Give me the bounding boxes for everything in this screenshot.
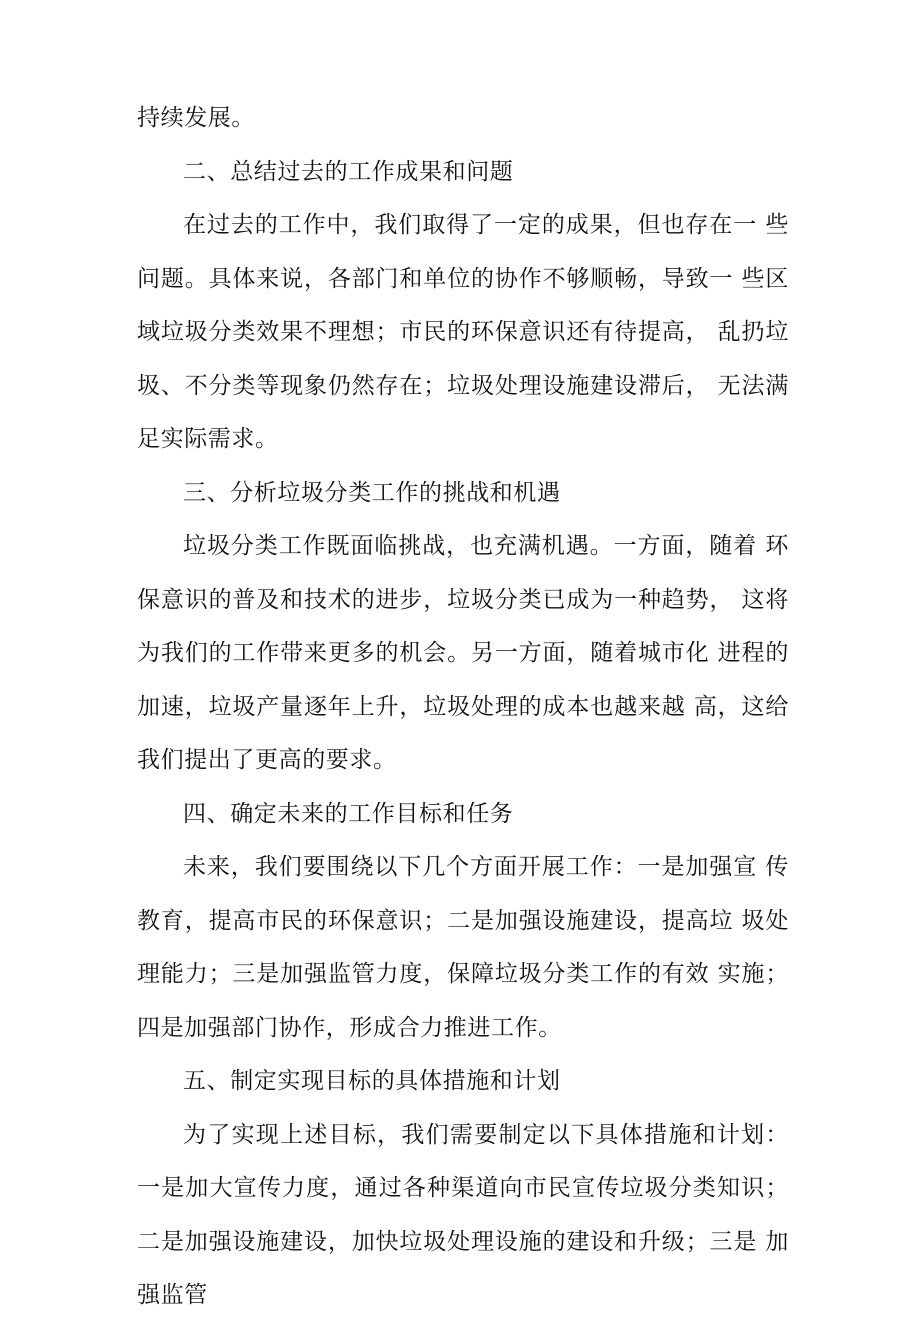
section-heading-5: 五、制定实现目标的具体措施和计划: [183, 1068, 561, 1094]
section-heading-3: 三、分析垃圾分类工作的挑战和机遇: [183, 479, 561, 506]
paragraph-section-3: 垃圾分类工作既面临挑战，也充满机遇。一方面，随着 环保意识的普及和技术的进步，垃圾分类已成为一种趋势， 这将为我们的工作带来更多的机会。另一方面，随着城市化 进程的加速，垃圾产量逐年上升，垃圾处理的成本也越来越 高，这给我们提出了更高的要求。: [137, 533, 789, 773]
paragraph-continuation: 持续发展。: [137, 105, 255, 131]
document-body: [137, 92, 789, 1323]
section-heading-2: 二、总结过去的工作成果和问题: [183, 158, 514, 185]
paragraph-section-2: 在过去的工作中，我们取得了一定的成果，但也存在一 些问题。具体来说，各部门和单位的协作不够顺畅，导致一 些区域垃圾分类效果不理想；市民的环保意识还有待提高， 乱扔垃圾、不分类等现象仍然存在；垃圾处理设施建设滞后， 无法满足实际需求。: [137, 212, 789, 452]
paragraph-section-4: 未来，我们要围绕以下几个方面开展工作：一是加强宣 传教育，提高市民的环保意识；二是加强设施建设，提高垃 圾处理能力；三是加强监管力度，保障垃圾分类工作的有效 实施；四是加强部门协作，形成合力推进工作。: [137, 854, 789, 1041]
paragraph-section-5: 为了实现上述目标，我们需要制定以下具体措施和计划：一是加大宣传力度，通过各种渠道向市民宣传垃圾分类知识；二是加强设施建设，加快垃圾处理设施的建设和升级；三是 加强监管: [137, 1121, 789, 1308]
section-heading-4: 四、确定未来的工作目标和任务: [183, 800, 514, 827]
